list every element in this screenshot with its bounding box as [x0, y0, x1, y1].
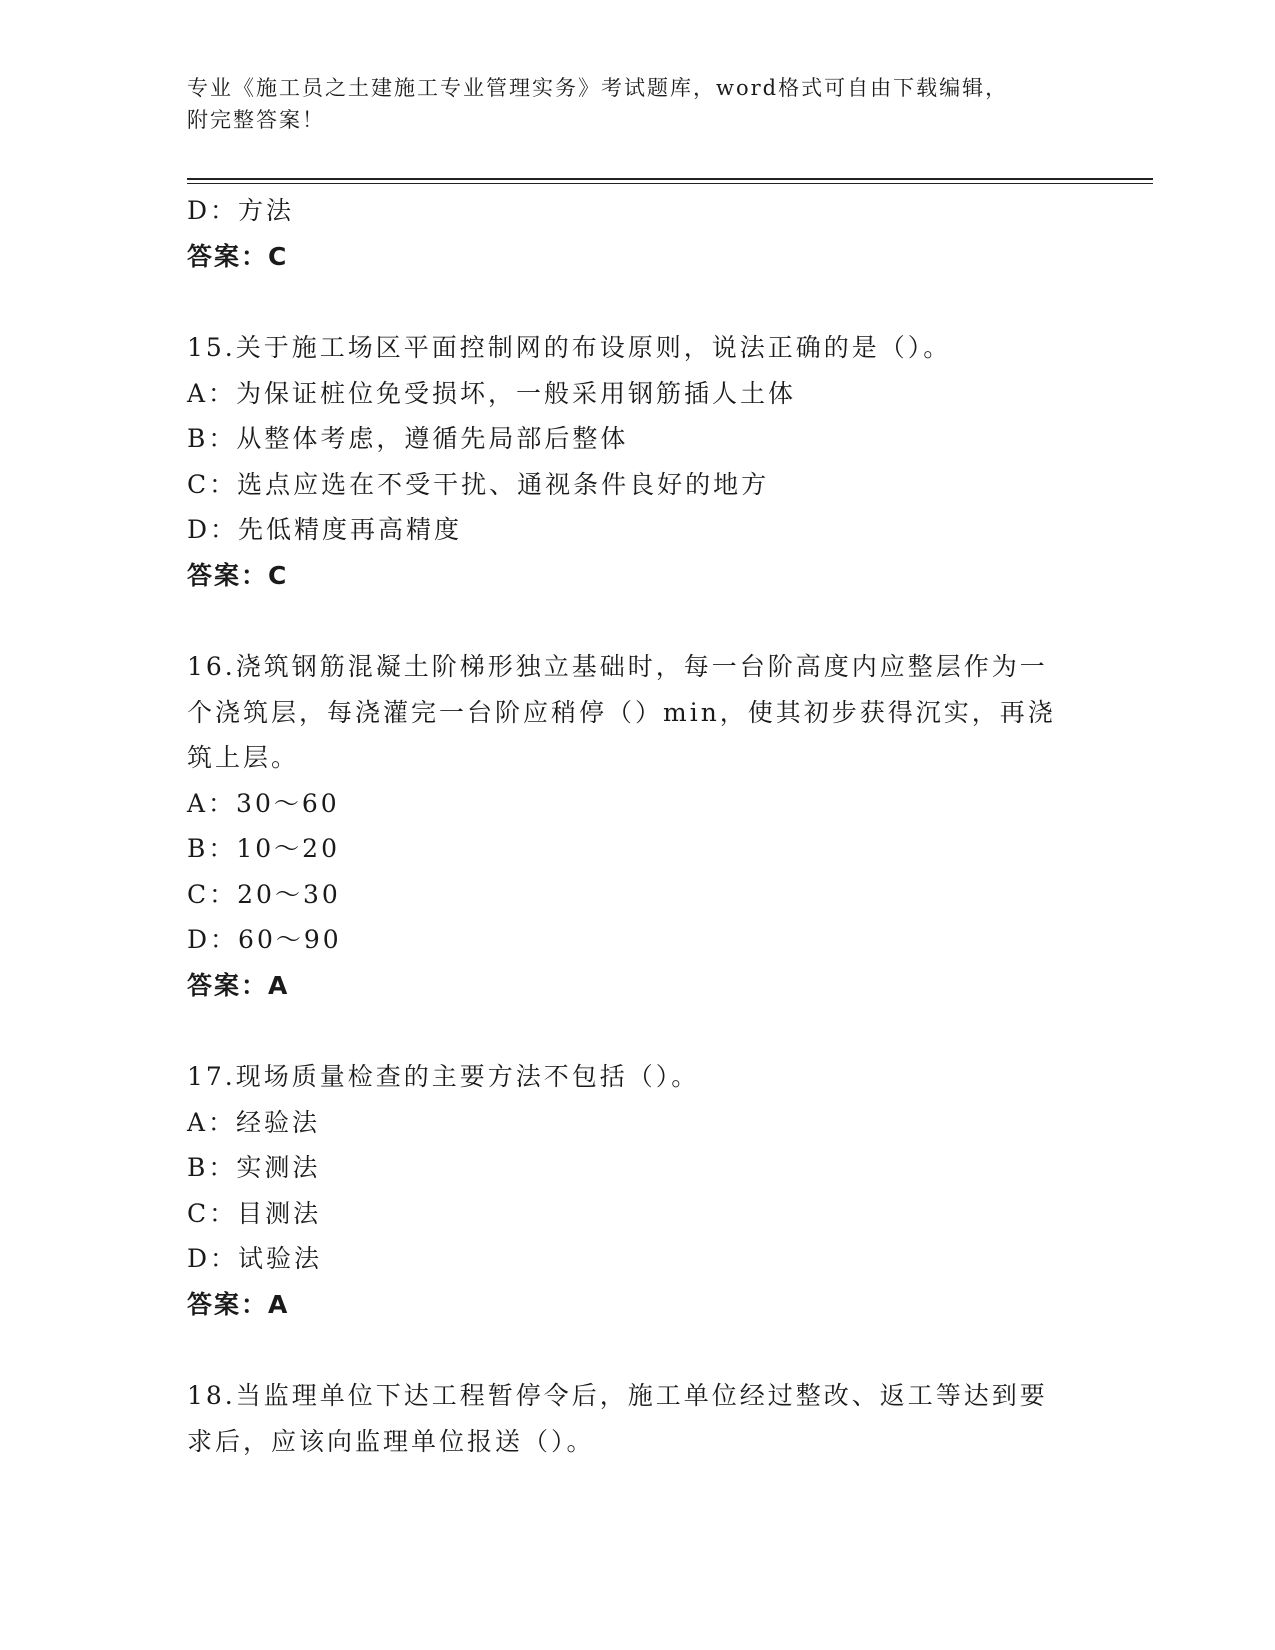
- answer-line: 答案：A: [187, 1289, 290, 1319]
- spacer: [187, 598, 1087, 644]
- question-text-line-1: 18.当监理单位下达工程暂停令后，施工单位经过整改、返工等达到要: [187, 1381, 1048, 1410]
- question-text-line-2: 求后，应该向监理单位报送（）。: [187, 1426, 595, 1456]
- option-d: D：试验法: [187, 1244, 323, 1273]
- question-block-15: [187, 325, 1087, 598]
- option-c: C：选点应选在不受干扰、通视条件良好的地方: [187, 469, 770, 499]
- option-b: B：从整体考虑，遵循先局部后整体: [187, 424, 629, 453]
- option-d: D：60～90: [187, 925, 342, 954]
- document-body: [187, 188, 1087, 1464]
- option-a: A：30～60: [187, 788, 340, 818]
- option-d: D：方法: [187, 196, 295, 225]
- question-block-17: [187, 1054, 1087, 1327]
- question-block-16: [187, 644, 1087, 1008]
- question-text-line-3: 筑上层。: [187, 743, 300, 772]
- option-c: C：目测法: [187, 1198, 322, 1228]
- question-block-prev: [187, 188, 1087, 279]
- question-text-line-1: 16.浇筑钢筋混凝土阶梯形独立基础时，每一台阶高度内应整层作为一: [187, 652, 1048, 681]
- answer-line: 答案：A: [187, 970, 290, 1000]
- question-text: 15.关于施工场区平面控制网的布设原则，说法正确的是（）。: [187, 333, 952, 362]
- option-b: B：10～20: [187, 834, 340, 863]
- question-block-18: [187, 1373, 1087, 1464]
- document-header: [187, 72, 1067, 136]
- header-divider-thin: [187, 183, 1153, 184]
- answer-line: 答案：C: [187, 241, 289, 271]
- option-a: A：为保证桩位免受损坏，一般采用钢筋插人土体: [187, 378, 797, 408]
- header-divider-thick: [187, 178, 1153, 180]
- header-line-1: 专业《施工员之土建施工专业管理实务》考试题库，word格式可自由下载编辑，: [187, 76, 1009, 100]
- option-d: D：先低精度再高精度: [187, 515, 463, 544]
- spacer: [187, 1327, 1087, 1373]
- answer-line: 答案：C: [187, 560, 289, 590]
- question-text: 17.现场质量检查的主要方法不包括（）。: [187, 1062, 700, 1091]
- option-a: A：经验法: [187, 1107, 321, 1137]
- spacer: [187, 279, 1087, 325]
- header-line-2: 附完整答案！: [187, 108, 325, 132]
- option-b: B：实测法: [187, 1153, 321, 1182]
- option-c: C：20～30: [187, 879, 341, 909]
- question-text-line-2: 个浇筑层，每浇灌完一台阶应稍停（）min，使其初步获得沉实，再浇: [187, 697, 1056, 727]
- spacer: [187, 1008, 1087, 1054]
